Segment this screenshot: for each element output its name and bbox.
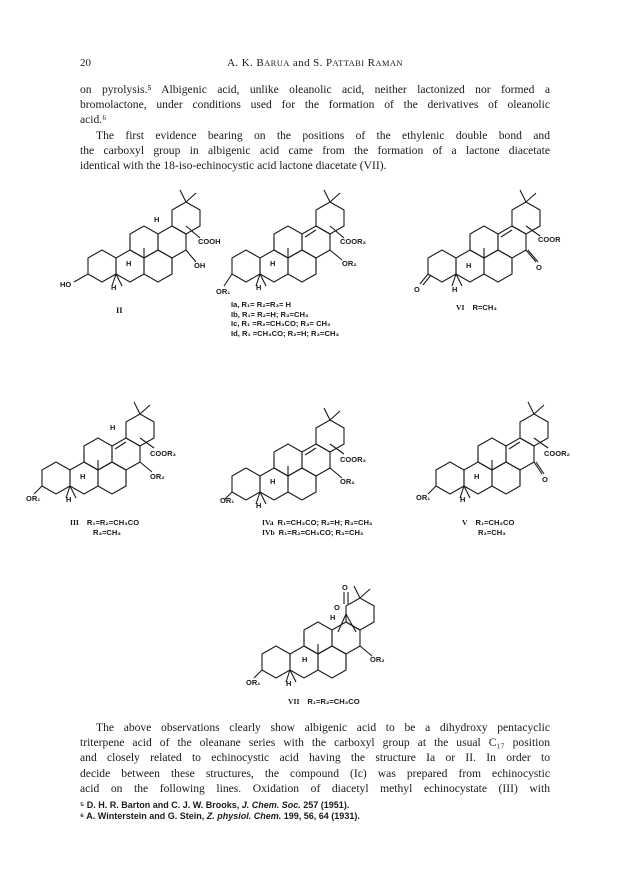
footnotes (80, 800, 550, 822)
label-or2: OR₂ (340, 477, 355, 486)
text-line: acid.⁶ (80, 113, 107, 127)
label-h: H (302, 655, 308, 664)
text-line: The first evidence bearing on the positions of the ethylenic double bond and (96, 129, 550, 142)
structure-I (216, 190, 367, 296)
caption-structure-I (231, 300, 339, 338)
rh-part: R (364, 57, 376, 69)
footnote-6 (80, 811, 550, 822)
caption-line: R₃=CH₃ (93, 527, 121, 537)
label-h: H (270, 477, 276, 486)
label-coor3: COOR₃ (340, 237, 366, 246)
structure-IV (220, 408, 367, 510)
label-o-lactone: O (334, 603, 340, 612)
caption-line: Ia, R₁= R₂=R₃= H (231, 300, 292, 309)
fn-text: 257 (1951). (300, 800, 350, 810)
label-h: H (466, 261, 472, 270)
caption-structure-III (70, 518, 139, 537)
label-o: O (536, 263, 542, 272)
label-h: H (80, 472, 86, 481)
label-o: O (414, 285, 420, 294)
text-line: on pyrolysis.⁵ Albigenic acid, unlike oleanolic acid, neither lactonized nor formed a (80, 83, 550, 96)
label-or1: OR₁ (26, 494, 41, 503)
compound-numeral: IVb (262, 527, 275, 537)
caption-text: R=CH₃ (472, 303, 497, 312)
footnote-5 (80, 800, 550, 811)
rh-smallcaps: AMAN (375, 58, 403, 68)
compound-numeral: II (116, 305, 123, 315)
label-h: H (154, 215, 160, 224)
label-coor2: COOR₂ (544, 449, 570, 458)
label-h: H (256, 283, 262, 292)
fn-journal: Z. physiol. Chem. (206, 811, 282, 821)
caption-line: Id, R₁ =CH₃CO; R₂=H; R₃=CH₃ (231, 328, 339, 338)
caption-text: R₁=R₂=CH₃CO (307, 697, 360, 706)
text-line: identical with the 18-iso-echinocystic acid lactone diacetate (VII). (80, 159, 387, 173)
compound-numeral: VI (456, 303, 465, 312)
label-o: O (542, 475, 548, 484)
caption-line: Ib, R₁= R₂=H; R₃=CH₃ (231, 309, 309, 319)
label-or1: OR₁ (416, 493, 431, 502)
label-ho: HO (60, 280, 72, 289)
label-h: H (330, 613, 336, 622)
fn-text: ⁵ D. H. R. Barton and C. J. W. Brooks, (80, 800, 242, 810)
structure-V (416, 402, 570, 504)
fn-text: ⁶ A. Winterstein and G. Stein, (80, 811, 207, 821)
label-o-carbonyl: O (342, 583, 348, 592)
label-h: H (111, 283, 117, 292)
caption-text: R₁=CH₃CO (475, 518, 515, 527)
label-coor3: COOR₃ (340, 455, 366, 464)
rh-part: A. K. B (227, 57, 265, 69)
label-h: H (270, 259, 276, 268)
caption-text: R₁=R₂=CH₃CO (86, 518, 140, 527)
caption-line: R₂=CH₃ (478, 527, 506, 537)
compound-numeral: III (70, 518, 79, 527)
label-h: H (460, 495, 466, 504)
label-h: H (256, 501, 262, 510)
compound-numeral: V (462, 518, 468, 527)
caption-line: Ic, R₁ =R₂=CH₃CO; R₃= CH₃ (231, 319, 331, 328)
structure-III (26, 402, 177, 504)
label-h: H (474, 472, 480, 481)
text-line: acid on the following lines. Oxidation of diacetyl methyl echinocystate (III) with (80, 781, 550, 795)
caption-text: R₁=R₂=CH₃CO; R₃=CH₃ (278, 527, 364, 537)
label-coor: COOR (538, 235, 561, 244)
compound-numeral: VII (288, 697, 300, 706)
label-oh: OH (194, 261, 206, 270)
label-or2: OR₂ (342, 259, 357, 268)
structure-II (60, 190, 221, 315)
label-or2: OR₂ (370, 655, 385, 664)
caption-structure-IV (262, 518, 372, 537)
label-or1: OR₁ (220, 496, 235, 505)
label-h: H (452, 285, 458, 294)
rh-part: and S. P (289, 57, 333, 69)
text-line: and closely related to echinocystic acid having the structure Ia or II. In order to (80, 751, 550, 765)
label-h: H (286, 679, 292, 688)
label-coor3: COOR₃ (150, 449, 176, 458)
label-cooh: COOH (198, 237, 221, 246)
label-h: H (126, 259, 132, 268)
structure-VII (246, 583, 385, 688)
caption-text: R₁=CH₃CO; R₂=H; R₃=CH₃ (277, 518, 373, 527)
compound-numeral: IVa (262, 518, 274, 527)
paragraph-3 (80, 720, 550, 796)
fn-journal: J. Chem. Soc. (241, 800, 301, 810)
caption-structure-VII (288, 697, 360, 707)
label-or1: OR₁ (246, 678, 261, 687)
text-line: The above observations clearly show albigenic acid to be a dihydroxy pentacyclic (96, 721, 550, 734)
rh-smallcaps: ATTABI (332, 58, 365, 68)
label-or1: OR₁ (216, 287, 231, 296)
label-h: H (66, 495, 72, 504)
page-number: 20 (80, 57, 91, 69)
caption-structure-V (462, 518, 514, 537)
structure-VI (414, 190, 561, 294)
text-line: triterpene acid of the oleanane series with the carboxyl group at the usual C₁₇ position (80, 736, 550, 750)
caption-structure-VI (456, 303, 497, 313)
label-h: H (110, 423, 116, 432)
text-line: bromolactone, under conditions used for the formation of the derivatives of oleanolic (80, 98, 550, 112)
label-or2: OR₂ (150, 472, 165, 481)
text-line: decide between these structures, the compound (Ic) was prepared from echinocystic (80, 766, 550, 780)
fn-text: 199, 56, 64 (1931). (281, 811, 360, 821)
rh-smallcaps: ARUA (264, 58, 290, 68)
text-line: the carboxyl group in albigenic acid came from the formation of a lactone diacetate (80, 144, 550, 158)
